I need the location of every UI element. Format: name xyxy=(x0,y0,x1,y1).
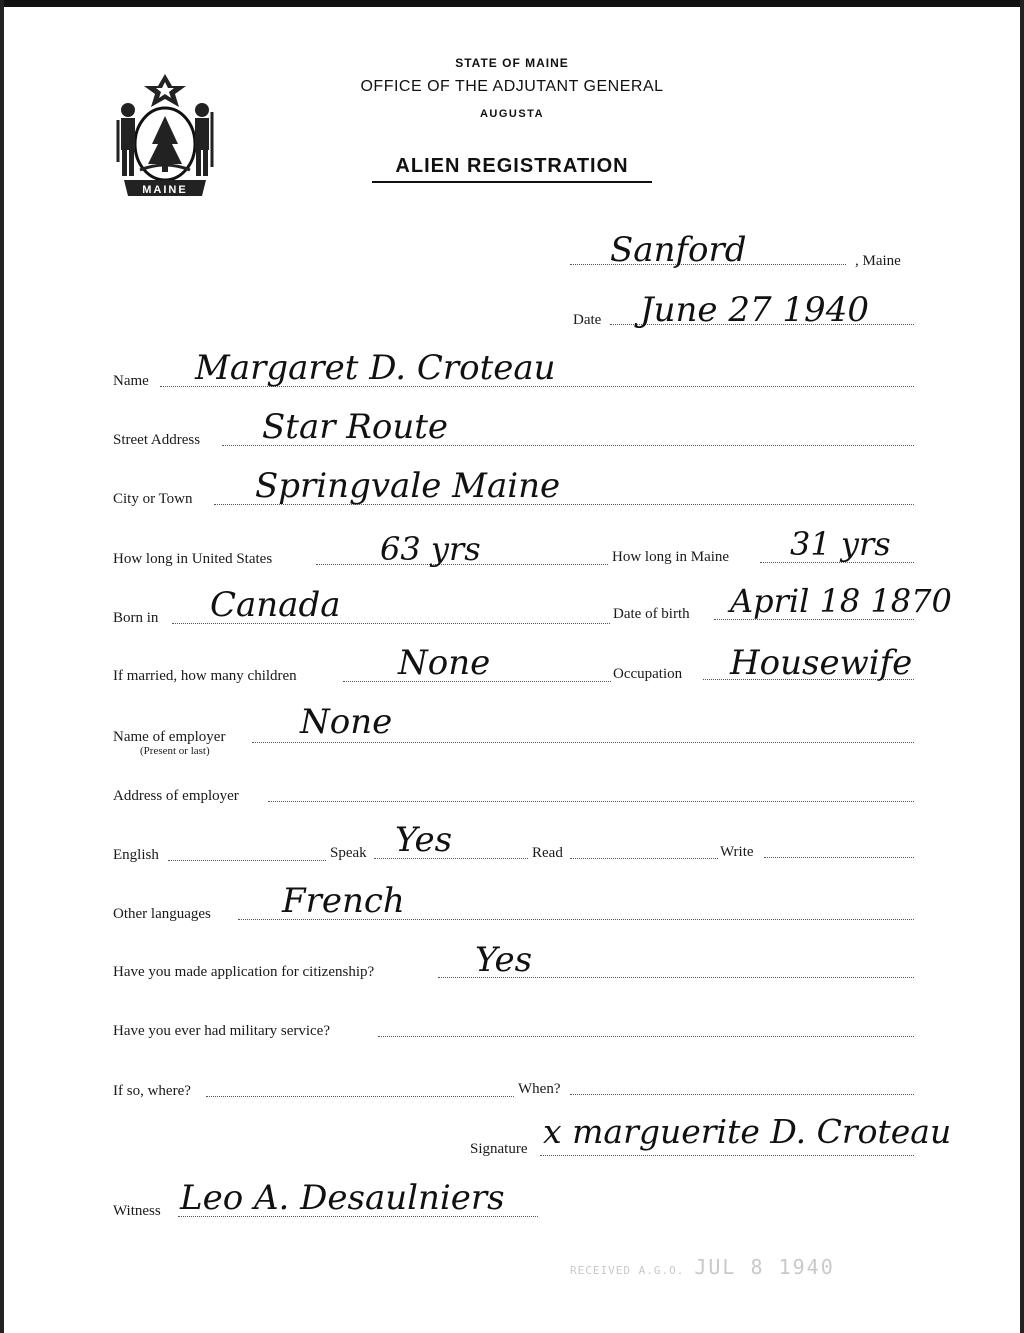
received-stamp-date: JUL 8 1940 xyxy=(694,1255,835,1279)
english-line xyxy=(168,860,326,861)
maine-state-seal xyxy=(110,72,220,202)
employer-name-line xyxy=(252,742,914,743)
write-line xyxy=(764,857,914,858)
title-underline xyxy=(372,181,652,183)
employer-address-label: Address of employer xyxy=(113,788,239,804)
scan-border-left xyxy=(0,0,4,1333)
when-label: When? xyxy=(518,1081,561,1097)
employer-address-line xyxy=(268,801,914,802)
maine-label: , Maine xyxy=(855,253,901,269)
children-label: If married, how many children xyxy=(113,668,297,684)
name-label: Name xyxy=(113,373,149,389)
seal-banner-text: MAINE xyxy=(142,184,188,196)
where-line xyxy=(206,1096,514,1097)
city-heading: AUGUSTA xyxy=(479,108,545,120)
employer-name-label: Name of employer xyxy=(113,729,226,745)
signature-entry: x marguerite D. Croteau xyxy=(543,1112,952,1151)
witness-label: Witness xyxy=(113,1203,161,1219)
city-town-entry: Springvale Maine xyxy=(255,466,561,506)
street-address-entry: Star Route xyxy=(262,407,449,447)
speak-entry: Yes xyxy=(395,820,453,860)
citizenship-label: Have you made application for citizenship? xyxy=(113,964,375,980)
occupation-label: Occupation xyxy=(613,666,683,682)
how-long-us-entry: 63 yrs xyxy=(380,530,481,568)
date-entry: June 27 1940 xyxy=(640,290,869,330)
scan-border-right xyxy=(1020,0,1024,1333)
occupation-entry: Housewife xyxy=(730,643,913,683)
form-title: ALIEN REGISTRATION xyxy=(395,155,629,177)
born-in-label: Born in xyxy=(113,610,159,626)
how-long-maine-entry: 31 yrs xyxy=(790,525,891,563)
employer-name-note: (Present or last) xyxy=(140,745,210,757)
scan-border-top xyxy=(0,0,1024,7)
signature-line xyxy=(540,1155,914,1156)
english-label: English xyxy=(113,847,159,863)
children-entry: None xyxy=(398,643,491,683)
military-line xyxy=(378,1036,914,1037)
date-of-birth-label: Date of birth xyxy=(613,606,690,622)
date-of-birth-entry: April 18 1870 xyxy=(730,582,952,620)
military-label: Have you ever had military service? xyxy=(113,1023,330,1039)
town-entry: Sanford xyxy=(610,230,747,270)
received-stamp-prefix: RECEIVED A.G.O. xyxy=(570,1264,685,1277)
employer-name-entry: None xyxy=(300,702,393,742)
born-in-entry: Canada xyxy=(210,585,341,625)
city-town-label: City or Town xyxy=(113,491,193,507)
read-line xyxy=(570,858,718,859)
street-address-label: Street Address xyxy=(113,432,201,448)
read-label: Read xyxy=(532,845,563,861)
other-languages-entry: French xyxy=(282,881,405,921)
when-line xyxy=(570,1094,914,1095)
office-heading: OFFICE OF THE ADJUTANT GENERAL xyxy=(360,78,664,95)
other-languages-label: Other languages xyxy=(113,906,211,922)
write-label: Write xyxy=(720,844,754,860)
date-label: Date xyxy=(573,312,602,328)
speak-label: Speak xyxy=(330,845,367,861)
how-long-maine-label: How long in Maine xyxy=(612,549,730,565)
where-label: If so, where? xyxy=(113,1083,191,1099)
name-entry: Margaret D. Croteau xyxy=(195,348,556,388)
state-heading: STATE OF MAINE xyxy=(455,56,569,70)
signature-label: Signature xyxy=(470,1141,528,1157)
how-long-us-label: How long in United States xyxy=(113,551,273,567)
citizenship-entry: Yes xyxy=(475,940,533,980)
received-stamp xyxy=(570,1255,835,1279)
witness-entry: Leo A. Desaulniers xyxy=(180,1178,505,1218)
